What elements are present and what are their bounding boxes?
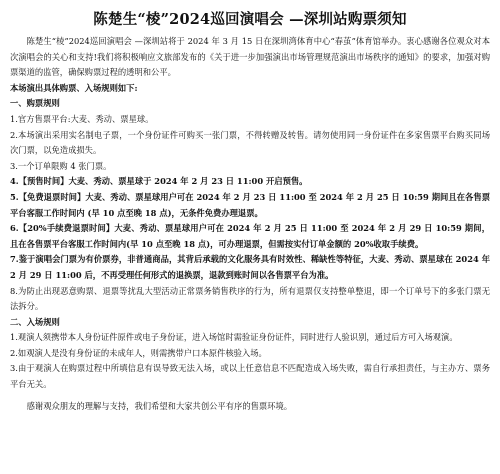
intro-paragraph: 陈楚生“棱”2024巡回演唱会 —深圳站将于 2024 年 3 月 15 日在深圳湾体育中心“春茧”体育馆举办。衷心感谢各位观众对本次演唱会的关心和支持!我们将积极响应文旅部发布的《关于进一步加强演出市场管理规范演出市场秩序的通知》的要求，加强对购票渠道的监管，确保购票过程的透明和公平。 [10, 36, 490, 78]
closing-paragraph: 感谢观众朋友的理解与支持，我们希望和大家共创公平有序的售票环境。 [26, 400, 293, 411]
section-heading-ticketing: 一、购票规则 [10, 98, 60, 109]
rule-item: 1.官方售票平台:大麦、秀动、票星球。 [10, 113, 154, 124]
entry-rule-item: 2.如观演人是没有身份证的未成年人，则需携带户口本原件核验入场。 [10, 347, 267, 358]
rule-item-free-refund: 5.【免费退票时间】大麦、秀动、票星球用户可在 2024 年 2 月 23 日 11:00 至 2024 年 2 月 25 日 10:59 期间且在各售票平台客服工作时间内 (早 10 点至晚 18 点)，无条件免费办理退票。 [10, 191, 490, 218]
rule-item: 3.一个订单限购 4 张门票。 [10, 160, 112, 171]
policy-heading: 本场演出具体购票、入场规则如下: [10, 82, 138, 93]
rule-item-fee-refund: 6.【20%手续费退票时间】大麦、秀动、票星球用户可在 2024 年 2 月 25 日 11:00 至 2024 年 2 月 29 日 10:59 期间，且在各售票平台客服工作时间内(早 10 点至晚 18 点)，可办理退票，但需按实付订单金额的 20%收取手续费。 [10, 223, 490, 249]
entry-rule-item: 3.由于观演人在购票过程中所填信息有误导致无法入场，或以上任意信息不匹配造成入场失败，需自行承担责任，与主办方、票务平台无关。 [10, 363, 490, 390]
rule-item-no-refund: 7.鉴于演唱会门票为有价票券，非普通商品，其背后承载的文化服务具有时效性、稀缺性等特征，大麦、秀动、票星球在 2024 年 2 月 29 日 11:00 后，不再受理任何形式的退换票，退款到账时间以各售票平台为准。 [10, 254, 490, 280]
entry-rule-item: 1.观演人须携带本人身份证件原件或电子身份证，进入场馆时需验证身份证件，同时进行人验识别，通过后方可入场观演。 [10, 332, 458, 343]
rule-item: 2.本场演出采用实名制电子票，一个身份证件可购买一张门票，不得转赠及转售。请勿使用同一身份证件在多家售票平台购买同场次门票，以免造成损失。 [10, 129, 490, 156]
rule-item: 8.为防止出现恶意购票、退票等扰乱大型活动正常票务销售秩序的行为，所有退票仅支持整单整退，即一个订单号下的多张门票无法拆分。 [10, 285, 490, 312]
page-title: 陈楚生“棱”2024巡回演唱会 —深圳站购票须知 [93, 11, 407, 28]
rule-item-presale: 4.【预售时间】大麦、秀动、票星球于 2024 年 2 月 23 日 11:00 开启预售。 [10, 176, 308, 187]
section-heading-entry: 二、入场规则 [10, 316, 60, 327]
